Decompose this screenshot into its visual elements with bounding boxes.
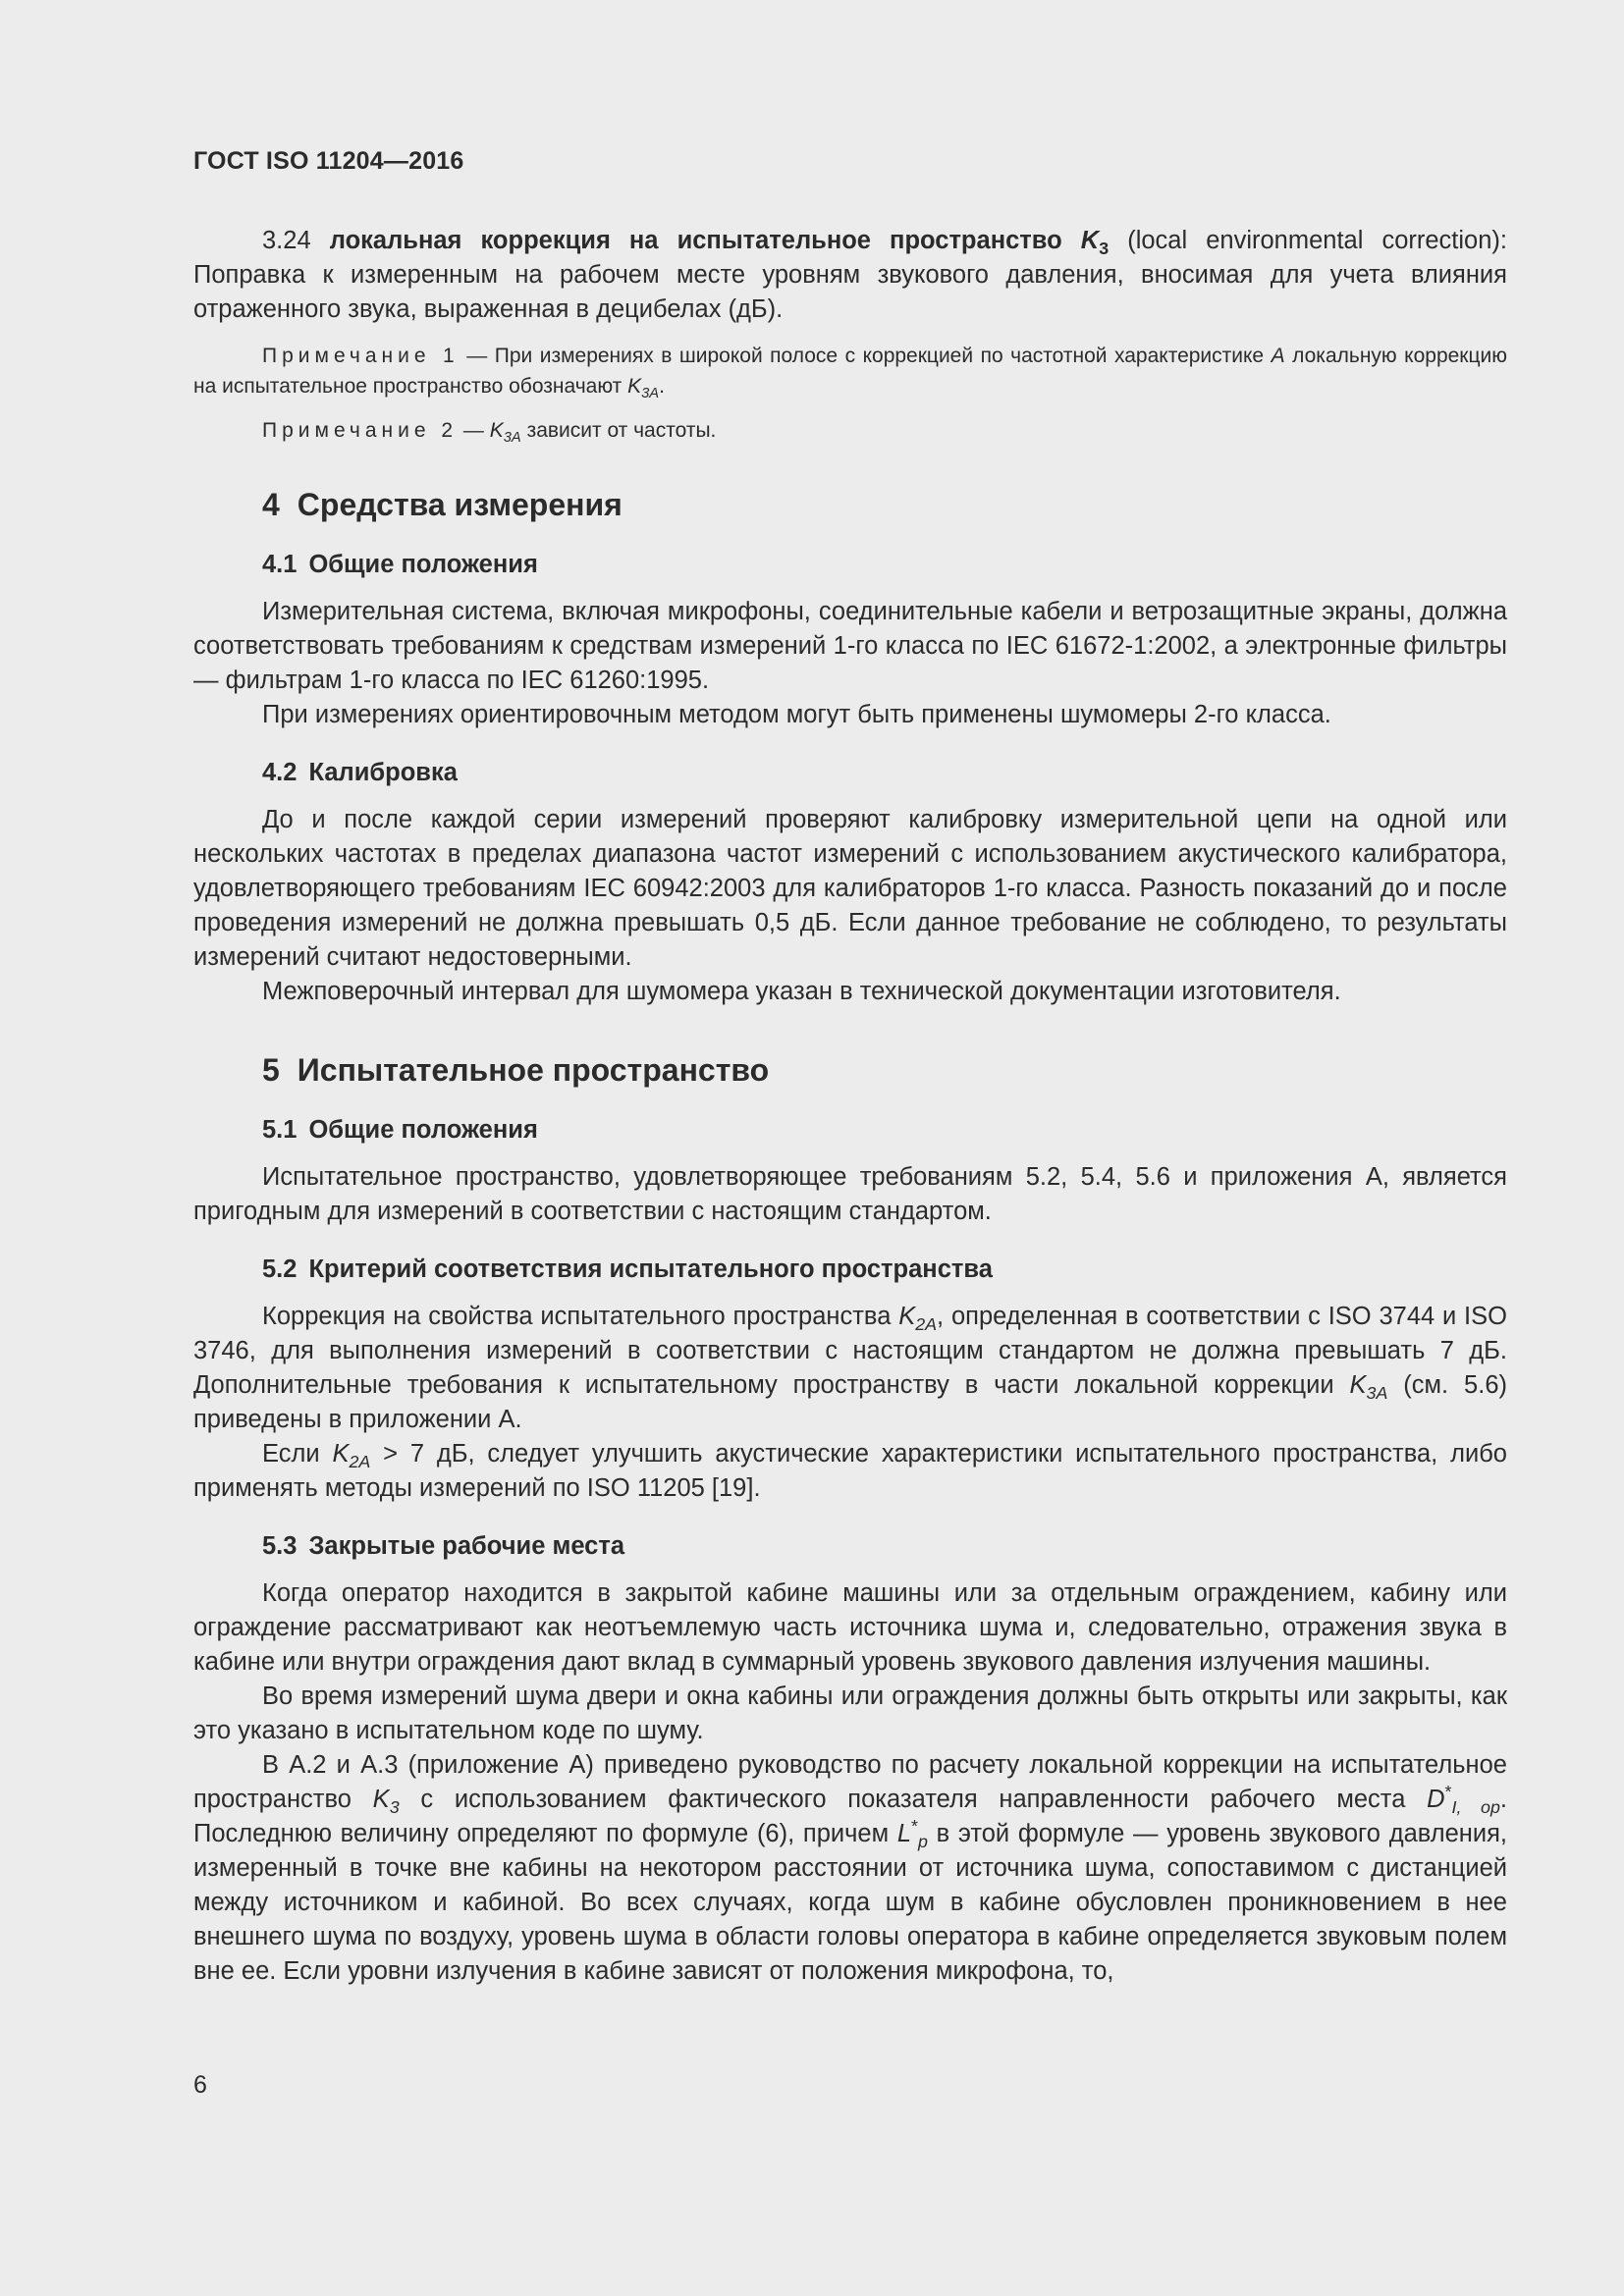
paragraph: При измерениях ориентировочным методом могут быть применены шумомеры 2-го класса. — [262, 701, 1331, 728]
subsection-4-1-heading — [262, 548, 1507, 581]
subsection-number: 4.1 — [262, 551, 298, 578]
symbol-subscript: 3A — [641, 386, 660, 402]
section-title: Испытательное пространство — [297, 1052, 770, 1088]
symbol-subscript: 3A — [1366, 1383, 1388, 1404]
note-label: Примечание 1 — [262, 345, 460, 367]
running-header: ГОСТ ISO 11204—2016 — [193, 147, 464, 175]
note-text: . — [659, 375, 665, 398]
paragraph — [193, 1437, 1507, 1506]
subsection-title: Общие положения — [308, 1116, 538, 1144]
section-number: 5 — [262, 1052, 280, 1088]
subsection-5-1-heading — [262, 1113, 1507, 1147]
symbol: L — [896, 1820, 912, 1847]
text: Коррекция на свойства испытательного пространства — [262, 1303, 899, 1330]
text: (см. 5.6) приведены в приложении А. — [193, 1371, 1507, 1433]
section-5-heading — [262, 1050, 1507, 1090]
subsection-5-2-heading — [262, 1253, 1507, 1286]
paragraph: До и после каждой серии измерений проверяют калибровку измерительной цепи на одной или нескольких частотах в пределах диапазона частот измерений с использованием акустического калибратора, удовлетворяющего требованиям IEC 60942:2003 для калибраторов 1-го класса. Разность показаний до и после проведения измерений не должна превышать 0,5 дБ. Если данное требование не соблюдено, то результаты измерений считают недостоверными. — [193, 806, 1507, 971]
symbol-subscript: 2A — [349, 1452, 371, 1472]
symbol-superscript: * — [1444, 1782, 1452, 1802]
text: с использованием фактического показателя направленности рабочего места — [399, 1786, 1428, 1813]
paragraph: Во время измерений шума двери и окна кабины или ограждения должны быть открыты или закрыты, как это указано в испытательном коде по шуму. — [193, 1682, 1507, 1744]
symbol-subscript: 3 — [389, 1797, 400, 1818]
symbol: K — [489, 419, 504, 442]
symbol: K — [332, 1440, 350, 1468]
symbol: K — [1080, 227, 1100, 254]
paragraph: Испытательное пространство, удовлетворяющее требованиям 5.2, 5.4, 5.6 и приложения А, является пригодным для измерений в соответствии с настоящим стандартом. — [193, 1163, 1507, 1225]
symbol-subscript: 2A — [915, 1314, 938, 1335]
symbol-subscript: 3 — [1099, 239, 1110, 259]
text: > 7 дБ, следует улучшить акустические характеристики испытательного пространства, либо применять методы измерений по ISO 11205 [19]. — [193, 1440, 1507, 1502]
term-name: локальная коррекция на испытательное пространство — [329, 227, 1062, 254]
note-text: локальную коррекцию на испытательное пространство обозначают — [193, 345, 1508, 398]
section-number: 4 — [262, 487, 280, 522]
subsection-number: 4.2 — [262, 759, 298, 786]
subsection-4-2-heading — [262, 756, 1507, 789]
subsection-title: Общие положения — [308, 551, 538, 578]
symbol-subscript: p — [918, 1832, 928, 1852]
page-number: 6 — [193, 2071, 207, 2099]
subsection-number: 5.1 — [262, 1116, 298, 1144]
page-content — [193, 224, 1507, 1989]
note-text: — — [458, 419, 490, 442]
symbol: K — [627, 375, 642, 398]
note-text: — При измерениях в широкой полосе с коррекцией по частотной характеристике — [459, 345, 1272, 367]
variable: A — [1271, 345, 1285, 367]
subsection-5-3-heading — [262, 1529, 1507, 1563]
subsection-title: Калибровка — [308, 759, 458, 786]
subsection-title: Закрытые рабочие места — [308, 1532, 625, 1560]
paragraph — [193, 1300, 1507, 1437]
paragraph: Межповерочный интервал для шумомера указан в технической документации изготовителя. — [262, 978, 1341, 1005]
text: , определенная в соответствии с ISO 3744 и ISO 3746, для выполнения измерений в соответствии с настоящим стандартом не должна превышать 7 дБ. Дополнительные требования к испытательному пространству в части локальной коррекции — [193, 1303, 1507, 1399]
paragraph: Измерительная система, включая микрофоны, соединительные кабели и ветрозащитные экраны, должна соответствовать требованиям к средствам измерений 1-го класса по IEC 61672-1:2002, а электронные фильтры — фильтрам 1-го класса по IEC 61260:1995. — [193, 598, 1507, 694]
text: В А.2 и А.3 (приложение А) приведено руководство по расчету локальной коррекции на испытательное пространство — [193, 1751, 1507, 1813]
note-text: зависит от частоты. — [520, 419, 717, 442]
symbol: K — [1349, 1371, 1367, 1399]
subsection-number: 5.3 — [262, 1532, 298, 1560]
section-4-heading — [262, 485, 1507, 524]
text: Если — [262, 1440, 333, 1468]
section-title: Средства измерения — [297, 487, 623, 522]
subsection-number: 5.2 — [262, 1255, 298, 1283]
definition-3-24 — [193, 224, 1507, 327]
text: . Последнюю величину определяют по формуле (6), причем — [193, 1786, 1507, 1847]
definition-text: (local environmental correction): Поправка к измеренным на рабочем месте уровням звукового давления, вносимая для учета влияния отраженного звука, выраженная в децибелах (дБ). — [193, 227, 1507, 323]
symbol: K — [898, 1303, 916, 1330]
symbol-subscript: 3A — [503, 430, 521, 447]
subsection-title: Критерий соответствия испытательного пространства — [308, 1255, 993, 1283]
paragraph: Когда оператор находится в закрытой кабине машины или за отдельным ограждением, кабину или ограждение рассматривают как неотъемлемую часть источника шума и, следовательно, отражения звука в кабине или внутри ограждения дают вклад в суммарный уровень звукового давления излучения машины. — [193, 1579, 1507, 1676]
note-2 — [193, 415, 1507, 446]
paragraph — [193, 1748, 1507, 1989]
term-number: 3.24 — [262, 227, 311, 254]
symbol-superscript: * — [911, 1816, 918, 1837]
symbol-subscript: I, op — [1451, 1797, 1500, 1818]
note-label: Примечание 2 — [262, 419, 459, 442]
note-1 — [193, 341, 1507, 401]
text: в этой формуле — уровень звукового давления, измеренный в точке вне кабины на некотором расстоянии от источника шума, сопоставимом с дистанцией между источником и кабиной. Во всех случаях, когда шум в кабине обусловлен проникновением в нее внешнего шума по воздуху, уровень шума в области головы оператора в кабине определяется звуковым полем вне ее. Если уровни излучения в кабине зависят от положения микрофона, то, — [193, 1820, 1507, 1985]
symbol: D — [1427, 1786, 1445, 1813]
symbol: K — [372, 1786, 390, 1813]
